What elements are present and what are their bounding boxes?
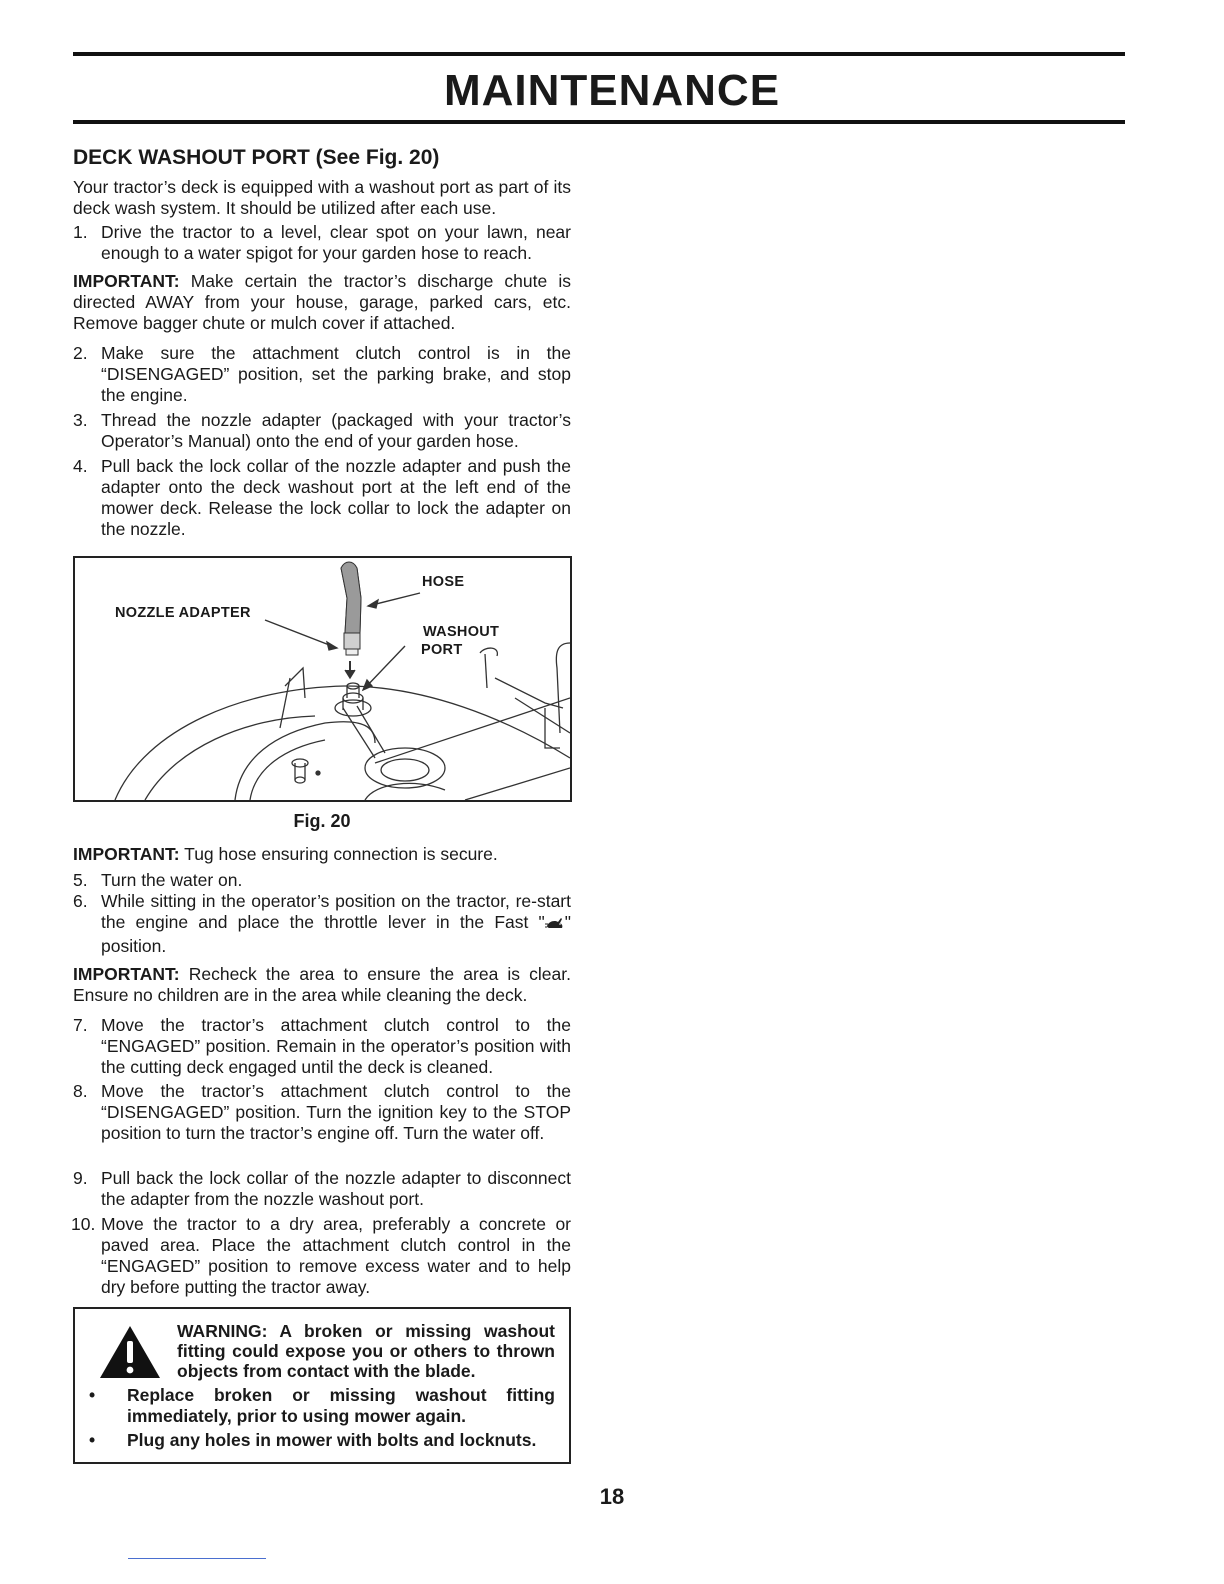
nozzle-adapter-label: NOZZLE ADAPTER bbox=[115, 605, 251, 621]
important-note bbox=[73, 271, 571, 334]
list-number: 8. bbox=[73, 1081, 88, 1101]
list-text: Thread the nozzle adapter (packaged with your tractor’s Operator’s Manual) onto the end of your garden hose. bbox=[101, 410, 571, 451]
list-item bbox=[73, 1081, 571, 1144]
warning-bullet-text: Plug any holes in mower with bolts and locknuts. bbox=[127, 1430, 537, 1450]
warning-bullet: • Replace broken or missing washout fitting immediately, prior to using mower again. bbox=[89, 1385, 555, 1426]
list-number: 9. bbox=[73, 1168, 88, 1188]
important-label: IMPORTANT: bbox=[73, 964, 180, 984]
washout-label: WASHOUT bbox=[423, 624, 500, 640]
list-text: Drive the tractor to a level, clear spot on your lawn, near enough to a water spigot for your garden hose to reach. bbox=[101, 222, 571, 263]
list-number: 2. bbox=[73, 343, 88, 363]
list-text-before: While sitting in the operator’s position on the tractor, re-start the engine and place the throttle lever in the Fast " bbox=[101, 891, 571, 932]
list-text: Move the tractor’s attachment clutch control to the “DISENGAGED” position. Turn the ignition key to the STOP position to turn the tractor’s engine off. Turn the water off. bbox=[101, 1081, 571, 1143]
list-text: Move the tractor to a dry area, preferably a concrete or paved area. Place the attachment clutch control in the “ENGAGED” position to remove excess water and to help dry before putting the tractor away. bbox=[101, 1214, 571, 1297]
warning-bullet-text: Replace broken or missing washout fitting immediately, prior to using mower again. bbox=[127, 1385, 555, 1426]
list-item bbox=[73, 891, 571, 957]
list-text: Make sure the attachment clutch control is in the “DISENGAGED” position, set the parking brake, and stop the engine. bbox=[101, 343, 571, 405]
important-text: Make certain the tractor’s discharge chute is directed AWAY from your house, garage, parked cars, etc. Remove bagger chute or mulch cover if attached. bbox=[73, 271, 571, 333]
page-title: MAINTENANCE bbox=[443, 66, 781, 115]
hose-label: HOSE bbox=[422, 574, 465, 590]
warning-box bbox=[73, 1307, 571, 1464]
list-text: Turn the water on. bbox=[101, 870, 243, 890]
list-item bbox=[73, 222, 571, 264]
list-item bbox=[73, 1015, 571, 1078]
warning-triangle-icon bbox=[99, 1325, 161, 1379]
list-text: Pull back the lock collar of the nozzle adapter and push the adapter onto the deck washout port at the left end of the mower deck. Release the lock collar to lock the adapter on the nozzle. bbox=[101, 456, 571, 539]
important-label: IMPORTANT: bbox=[73, 844, 180, 864]
intro-paragraph: Your tractor’s deck is equipped with a washout port as part of its deck wash system. It should be utilized after each use. bbox=[73, 177, 571, 218]
list-text: Move the tractor’s attachment clutch control to the “ENGAGED” position. Remain in the operator’s position with the cutting deck engaged until the deck is cleaned. bbox=[101, 1015, 571, 1077]
rabbit-fast-icon bbox=[545, 915, 565, 936]
list-number: 4. bbox=[73, 456, 88, 476]
important-label: IMPORTANT: bbox=[73, 271, 180, 291]
list-text-after: " position. bbox=[101, 912, 571, 956]
list-item bbox=[73, 1168, 571, 1210]
figure-caption: Fig. 20 bbox=[293, 811, 351, 831]
list-item bbox=[73, 1214, 571, 1298]
important-text: Recheck the area to ensure the area is clear. Ensure no children are in the area while cleaning the deck. bbox=[73, 964, 571, 1005]
port-label: PORT bbox=[421, 642, 463, 658]
list-item bbox=[73, 343, 571, 406]
important-note bbox=[73, 964, 571, 1006]
list-number: 6. bbox=[73, 891, 88, 911]
list-item bbox=[73, 410, 571, 452]
list-item bbox=[73, 870, 571, 891]
list-number: 7. bbox=[73, 1015, 88, 1035]
list-number: 5. bbox=[73, 870, 88, 890]
section-heading: DECK WASHOUT PORT (See Fig. 20) bbox=[73, 146, 440, 169]
important-text: Tug hose ensuring connection is secure. bbox=[179, 844, 498, 864]
list-text bbox=[101, 891, 571, 957]
warning-title: WARNING: A broken or missing washout fitting could expose you or others to thrown objects from contact with the blade. bbox=[177, 1321, 555, 1381]
figure-20 bbox=[73, 556, 572, 802]
list-number: 1. bbox=[73, 222, 88, 242]
page-number: 18 bbox=[599, 1484, 625, 1509]
warning-bullet: • Plug any holes in mower with bolts and locknuts. bbox=[89, 1430, 555, 1451]
list-number: 3. bbox=[73, 410, 88, 430]
title-underline-rule bbox=[73, 120, 1125, 124]
important-note bbox=[73, 844, 571, 865]
top-rule bbox=[73, 52, 1125, 56]
list-number: 10. bbox=[71, 1214, 96, 1234]
list-text: Pull back the lock collar of the nozzle adapter to disconnect the adapter from the nozzle washout port. bbox=[101, 1168, 571, 1209]
washout-port-illustration bbox=[75, 558, 570, 800]
footer-line bbox=[128, 1558, 266, 1559]
list-item bbox=[73, 456, 571, 540]
